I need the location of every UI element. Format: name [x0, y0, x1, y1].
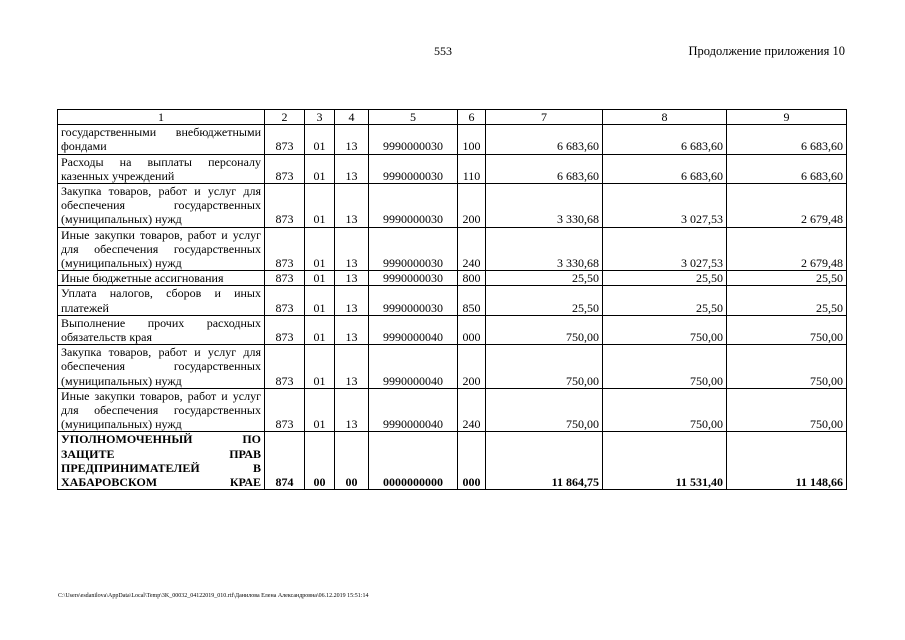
cell-expense-type: 100 — [458, 125, 486, 154]
column-header-3: 3 — [305, 110, 335, 125]
cell-admin-code: 873 — [265, 271, 305, 286]
cell-name: Иные бюджетные ассигнования — [58, 271, 265, 286]
continuation-title: Продолжение приложения 10 — [688, 44, 845, 58]
cell-subsection: 13 — [335, 388, 369, 432]
cell-admin-code: 873 — [265, 345, 305, 389]
cell-amount-year3: 6 683,60 — [727, 125, 847, 154]
cell-section: 01 — [305, 286, 335, 315]
cell-expense-type: 200 — [458, 184, 486, 228]
cell-target-article: 9990000030 — [369, 154, 458, 183]
header-row — [58, 110, 847, 125]
cell-section: 01 — [305, 125, 335, 154]
cell-subsection: 13 — [335, 184, 369, 228]
cell-admin-code: 873 — [265, 184, 305, 228]
cell-amount-year2: 25,50 — [603, 271, 727, 286]
table-row — [58, 184, 847, 228]
table-row — [58, 286, 847, 315]
cell-amount-year2: 3 027,53 — [603, 184, 727, 228]
cell-section: 01 — [305, 345, 335, 389]
cell-admin-code: 873 — [265, 154, 305, 183]
cell-amount-year2: 750,00 — [603, 315, 727, 344]
table-row — [58, 154, 847, 183]
cell-amount-year1: 3 330,68 — [486, 227, 603, 271]
table-row — [58, 315, 847, 344]
column-header-9: 9 — [727, 110, 847, 125]
cell-expense-type: 110 — [458, 154, 486, 183]
cell-amount-year3: 6 683,60 — [727, 154, 847, 183]
cell-subsection: 00 — [335, 432, 369, 490]
cell-amount-year1: 25,50 — [486, 286, 603, 315]
cell-amount-year1: 750,00 — [486, 315, 603, 344]
cell-amount-year3: 11 148,66 — [727, 432, 847, 490]
cell-target-article: 9990000040 — [369, 388, 458, 432]
cell-section: 01 — [305, 154, 335, 183]
table-row — [58, 227, 847, 271]
cell-name: Закупка товаров, работ и услуг для обеспечения государственных (муниципальных) нужд — [58, 184, 265, 228]
cell-amount-year3: 750,00 — [727, 345, 847, 389]
cell-subsection: 13 — [335, 286, 369, 315]
cell-amount-year2: 750,00 — [603, 345, 727, 389]
table-row — [58, 432, 847, 490]
cell-amount-year1: 3 330,68 — [486, 184, 603, 228]
cell-amount-year1: 25,50 — [486, 271, 603, 286]
cell-target-article: 9990000030 — [369, 125, 458, 154]
cell-target-article: 9990000040 — [369, 315, 458, 344]
column-header-8: 8 — [603, 110, 727, 125]
cell-section: 00 — [305, 432, 335, 490]
cell-amount-year1: 750,00 — [486, 388, 603, 432]
cell-admin-code: 873 — [265, 227, 305, 271]
cell-amount-year3: 2 679,48 — [727, 227, 847, 271]
cell-amount-year3: 25,50 — [727, 271, 847, 286]
column-header-5: 5 — [369, 110, 458, 125]
cell-name: Расходы на выплаты персоналу казенных учреждений — [58, 154, 265, 183]
cell-amount-year3: 750,00 — [727, 388, 847, 432]
column-header-2: 2 — [265, 110, 305, 125]
cell-amount-year2: 6 683,60 — [603, 154, 727, 183]
cell-section: 01 — [305, 271, 335, 286]
cell-target-article: 9990000030 — [369, 286, 458, 315]
cell-expense-type: 000 — [458, 432, 486, 490]
cell-target-article: 9990000030 — [369, 271, 458, 286]
cell-name: государственными внебюджетными фондами — [58, 125, 265, 154]
page-number: 553 — [434, 44, 452, 58]
cell-section: 01 — [305, 184, 335, 228]
table-row — [58, 388, 847, 432]
cell-expense-type: 850 — [458, 286, 486, 315]
cell-amount-year3: 25,50 — [727, 286, 847, 315]
cell-name: УПОЛНОМОЧЕННЫЙ ПО ЗАЩИТЕ ПРАВ ПРЕДПРИНИМАТЕЛЕЙ В ХАБАРОВСКОМ КРАЕ — [58, 432, 265, 490]
cell-admin-code: 873 — [265, 125, 305, 154]
cell-expense-type: 800 — [458, 271, 486, 286]
column-header-6: 6 — [458, 110, 486, 125]
cell-amount-year1: 6 683,60 — [486, 154, 603, 183]
table-row — [58, 125, 847, 154]
cell-name: Выполнение прочих расходных обязательств края — [58, 315, 265, 344]
cell-expense-type: 200 — [458, 345, 486, 389]
cell-subsection: 13 — [335, 345, 369, 389]
column-header-7: 7 — [486, 110, 603, 125]
cell-subsection: 13 — [335, 227, 369, 271]
cell-amount-year2: 25,50 — [603, 286, 727, 315]
cell-target-article: 9990000040 — [369, 345, 458, 389]
cell-target-article: 9990000030 — [369, 184, 458, 228]
cell-section: 01 — [305, 388, 335, 432]
cell-name: Иные закупки товаров, работ и услуг для обеспечения государственных (муниципальных) нужд — [58, 227, 265, 271]
cell-section: 01 — [305, 315, 335, 344]
cell-amount-year3: 2 679,48 — [727, 184, 847, 228]
table-body — [58, 125, 847, 490]
cell-section: 01 — [305, 227, 335, 271]
cell-amount-year2: 750,00 — [603, 388, 727, 432]
cell-amount-year2: 6 683,60 — [603, 125, 727, 154]
cell-target-article: 9990000030 — [369, 227, 458, 271]
cell-target-article: 0000000000 — [369, 432, 458, 490]
cell-amount-year1: 750,00 — [486, 345, 603, 389]
cell-expense-type: 240 — [458, 227, 486, 271]
cell-admin-code: 873 — [265, 388, 305, 432]
table-row — [58, 345, 847, 389]
cell-admin-code: 874 — [265, 432, 305, 490]
cell-amount-year2: 3 027,53 — [603, 227, 727, 271]
cell-admin-code: 873 — [265, 315, 305, 344]
cell-amount-year2: 11 531,40 — [603, 432, 727, 490]
cell-expense-type: 240 — [458, 388, 486, 432]
cell-name: Иные закупки товаров, работ и услуг для обеспечения государственных (муниципальных) нужд — [58, 388, 265, 432]
cell-subsection: 13 — [335, 315, 369, 344]
cell-subsection: 13 — [335, 154, 369, 183]
budget-table — [57, 109, 847, 490]
cell-name: Закупка товаров, работ и услуг для обеспечения государственных (муниципальных) нужд — [58, 345, 265, 389]
column-header-4: 4 — [335, 110, 369, 125]
footer-file-path: C:\Users\esdanilova\AppData\Local\Temp\3K_00032_04122019_010.rtf\Данилова Елена Александровна\06.12.2019 15:51:14 — [58, 593, 369, 599]
cell-subsection: 13 — [335, 125, 369, 154]
table-row — [58, 271, 847, 286]
cell-admin-code: 873 — [265, 286, 305, 315]
cell-amount-year1: 6 683,60 — [486, 125, 603, 154]
column-header-1: 1 — [58, 110, 265, 125]
cell-subsection: 13 — [335, 271, 369, 286]
cell-expense-type: 000 — [458, 315, 486, 344]
cell-amount-year1: 11 864,75 — [486, 432, 603, 490]
cell-name: Уплата налогов, сборов и иных платежей — [58, 286, 265, 315]
cell-amount-year3: 750,00 — [727, 315, 847, 344]
